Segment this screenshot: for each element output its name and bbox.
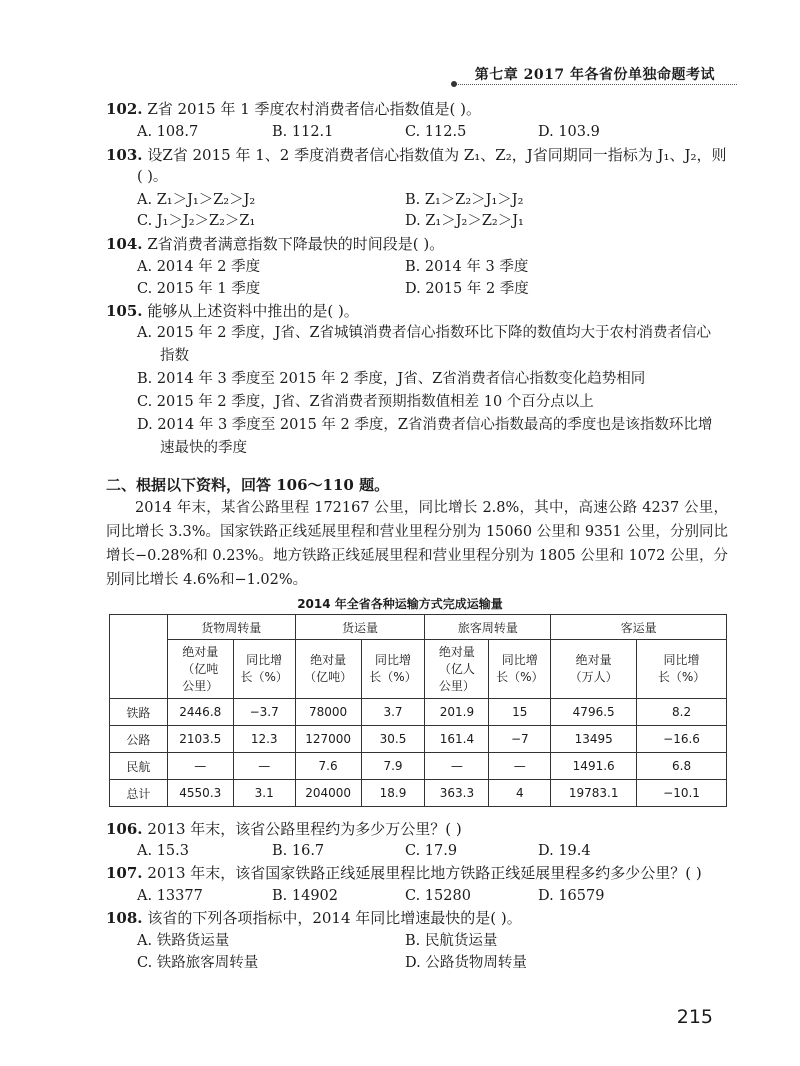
chapter-title: 第七章 2017 年各省份单独命题考试 <box>474 67 715 83</box>
option-c[interactable]: C. J₁＞J₂＞Z₂＞Z₁ <box>137 213 256 229</box>
header-cargo-volume: 货运量 <box>295 615 425 640</box>
question-text: Z省消费者满意指数下降最快的时间段是( )。 <box>147 235 445 253</box>
question-text: Z省 2015 年 1 季度农村消费者信心指数值是( )。 <box>147 100 482 118</box>
question-text: 该省的下列各项指标中，2014 年同比增速最快的是( )。 <box>147 909 522 927</box>
question-number: 102. <box>106 100 143 118</box>
running-header <box>455 64 737 84</box>
option-a[interactable]: A. 2015 年 2 季度，J省、Z省城镇消费者信心指数环比下降的数值均大于农村消费者信心指数 <box>137 325 712 364</box>
table-cell: −7 <box>489 726 551 753</box>
option-c[interactable]: C. 17.9 <box>405 843 458 859</box>
table-cell: 8.2 <box>637 699 727 726</box>
question-number: 106. <box>106 820 143 838</box>
option-d[interactable]: D. 2014 年 3 季度至 2015 年 2 季度，Z省消费者信心指数最高的季度也是该指数环比增速最快的季度 <box>137 417 713 456</box>
header-bullet-icon <box>451 81 457 87</box>
table-cell: 3.7 <box>361 699 425 726</box>
subheader-cell: 同比增 长（%） <box>489 640 551 699</box>
table-title: 2014 年全省各种运输方式完成运输量 <box>297 597 503 611</box>
option-b[interactable]: B. 民航货运量 <box>405 933 498 949</box>
subheader-cell: 绝对量 （亿吨） <box>295 640 361 699</box>
question-102 <box>106 98 481 120</box>
option-c[interactable]: C. 112.5 <box>405 124 467 140</box>
table-row-railway <box>110 699 727 726</box>
row-label: 总计 <box>110 780 168 807</box>
table-subheader-row <box>110 640 727 699</box>
table-cell: 30.5 <box>361 726 425 753</box>
table-cell: 201.9 <box>425 699 489 726</box>
option-b[interactable]: B. 2014 年 3 季度至 2015 年 2 季度，J省、Z省消费者信心指数变化趋势相同 <box>137 371 646 387</box>
option-b[interactable]: B. 14902 <box>272 888 339 904</box>
table-cell: 204000 <box>295 780 361 807</box>
option-d[interactable]: D. 公路货物周转量 <box>405 955 527 971</box>
header-passenger-volume: 客运量 <box>551 615 727 640</box>
row-label: 民航 <box>110 753 168 780</box>
question-number: 103. <box>106 146 143 164</box>
header-passenger-turnover: 旅客周转量 <box>425 615 551 640</box>
table-cell: 18.9 <box>361 780 425 807</box>
header-cargo-turnover: 货物周转量 <box>167 615 295 640</box>
table-cell: — <box>425 753 489 780</box>
table-cell: — <box>233 753 295 780</box>
option-a[interactable]: A. 15.3 <box>137 843 189 859</box>
table-cell: 13495 <box>551 726 637 753</box>
question-text: 设Z省 2015 年 1、2 季度消费者信心指数值为 Z₁、Z₂，J省同期同一指标为 J₁、J₂，则 <box>147 146 727 164</box>
option-a[interactable]: A. Z₁＞J₁＞Z₂＞J₂ <box>137 192 256 208</box>
option-b[interactable]: B. 16.7 <box>272 843 325 859</box>
table-cell: 6.8 <box>637 753 727 780</box>
table-cell: 4796.5 <box>551 699 637 726</box>
table-cell: — <box>489 753 551 780</box>
table-cell: −10.1 <box>637 780 727 807</box>
table-cell: −3.7 <box>233 699 295 726</box>
table-cell: 19783.1 <box>551 780 637 807</box>
option-d[interactable]: D. 2015 年 2 季度 <box>405 281 529 297</box>
row-label: 铁路 <box>110 699 168 726</box>
option-c[interactable]: C. 铁路旅客周转量 <box>137 955 259 971</box>
question-108 <box>106 907 522 929</box>
table-row-highway <box>110 726 727 753</box>
header-rule <box>455 84 737 85</box>
material-paragraph: 2014 年末，某省公路里程 172167 公里，同比增长 2.8%，其中，高速公路 4237 公里，同比增长 3.3%。国家铁路正线延展里程和营业里程分别为 15060 公里和 9351 公里，分别同比增长−0.28%和 0.23%。地方铁路正线延展里程和营业里程分别为 1805 公里和 1072 公里，分别同比增长 4.6%和−1.02%。 <box>106 500 728 588</box>
table-corner-cell <box>110 615 168 699</box>
question-text-cont: ( )。 <box>137 169 168 185</box>
table-row-aviation <box>110 753 727 780</box>
question-number: 104. <box>106 235 143 253</box>
table-cell: 7.9 <box>361 753 425 780</box>
table-cell: 161.4 <box>425 726 489 753</box>
option-d[interactable]: D. 103.9 <box>538 124 600 140</box>
table-cell: 2103.5 <box>167 726 233 753</box>
table-cell: 127000 <box>295 726 361 753</box>
question-number: 107. <box>106 864 143 882</box>
question-105 <box>106 300 359 322</box>
option-d[interactable]: D. 16579 <box>538 888 605 904</box>
question-103 <box>106 144 727 166</box>
option-c[interactable]: C. 2015 年 1 季度 <box>137 281 261 297</box>
subheader-cell: 同比增 长（%） <box>637 640 727 699</box>
page-number: 215 <box>676 1006 713 1028</box>
table-cell: −16.6 <box>637 726 727 753</box>
option-a[interactable]: A. 108.7 <box>137 124 199 140</box>
option-b[interactable]: B. 112.1 <box>272 124 334 140</box>
option-c[interactable]: C. 2015 年 2 季度，J省、Z省消费者预期指数值相差 10 个百分点以上 <box>137 394 594 410</box>
subheader-cell: 同比增 长（%） <box>361 640 425 699</box>
table-cell: — <box>167 753 233 780</box>
table-cell: 4 <box>489 780 551 807</box>
subheader-cell: 绝对量 （亿吨 公里） <box>167 640 233 699</box>
option-a[interactable]: A. 铁路货运量 <box>137 933 230 949</box>
question-text: 能够从上述资料中推出的是( )。 <box>147 302 359 320</box>
table-cell: 4550.3 <box>167 780 233 807</box>
subheader-cell: 绝对量 （亿人 公里） <box>425 640 489 699</box>
option-b[interactable]: B. 2014 年 3 季度 <box>405 259 529 275</box>
question-106 <box>106 818 462 840</box>
question-107 <box>106 862 702 884</box>
option-a[interactable]: A. 13377 <box>137 888 203 904</box>
question-104 <box>106 233 444 255</box>
row-label: 公路 <box>110 726 168 753</box>
question-text: 2013 年末，该省国家铁路正线延展里程比地方铁路正线延展里程多约多少公里？( ) <box>147 864 702 882</box>
table-cell: 15 <box>489 699 551 726</box>
table-cell: 78000 <box>295 699 361 726</box>
option-b[interactable]: B. Z₁＞Z₂＞J₁＞J₂ <box>405 192 524 208</box>
section-title: 二、根据以下资料，回答 106～110 题。 <box>106 476 390 494</box>
table-cell: 12.3 <box>233 726 295 753</box>
subheader-cell: 同比增 长（%） <box>233 640 295 699</box>
table-row-total <box>110 780 727 807</box>
subheader-cell: 绝对量 （万人） <box>551 640 637 699</box>
question-text: 2013 年末，该省公路里程约为多少万公里？( ) <box>147 820 462 838</box>
table-cell: 2446.8 <box>167 699 233 726</box>
table-cell: 363.3 <box>425 780 489 807</box>
question-number: 108. <box>106 909 143 927</box>
table-cell: 3.1 <box>233 780 295 807</box>
table-cell: 7.6 <box>295 753 361 780</box>
table-header-row <box>110 615 727 640</box>
transport-table <box>109 614 727 807</box>
table-cell: 1491.6 <box>551 753 637 780</box>
option-a[interactable]: A. 2014 年 2 季度 <box>137 259 261 275</box>
option-c[interactable]: C. 15280 <box>405 888 471 904</box>
question-number: 105. <box>106 302 143 320</box>
option-d[interactable]: D. Z₁＞J₂＞Z₂＞J₁ <box>405 213 524 229</box>
option-d[interactable]: D. 19.4 <box>538 843 591 859</box>
